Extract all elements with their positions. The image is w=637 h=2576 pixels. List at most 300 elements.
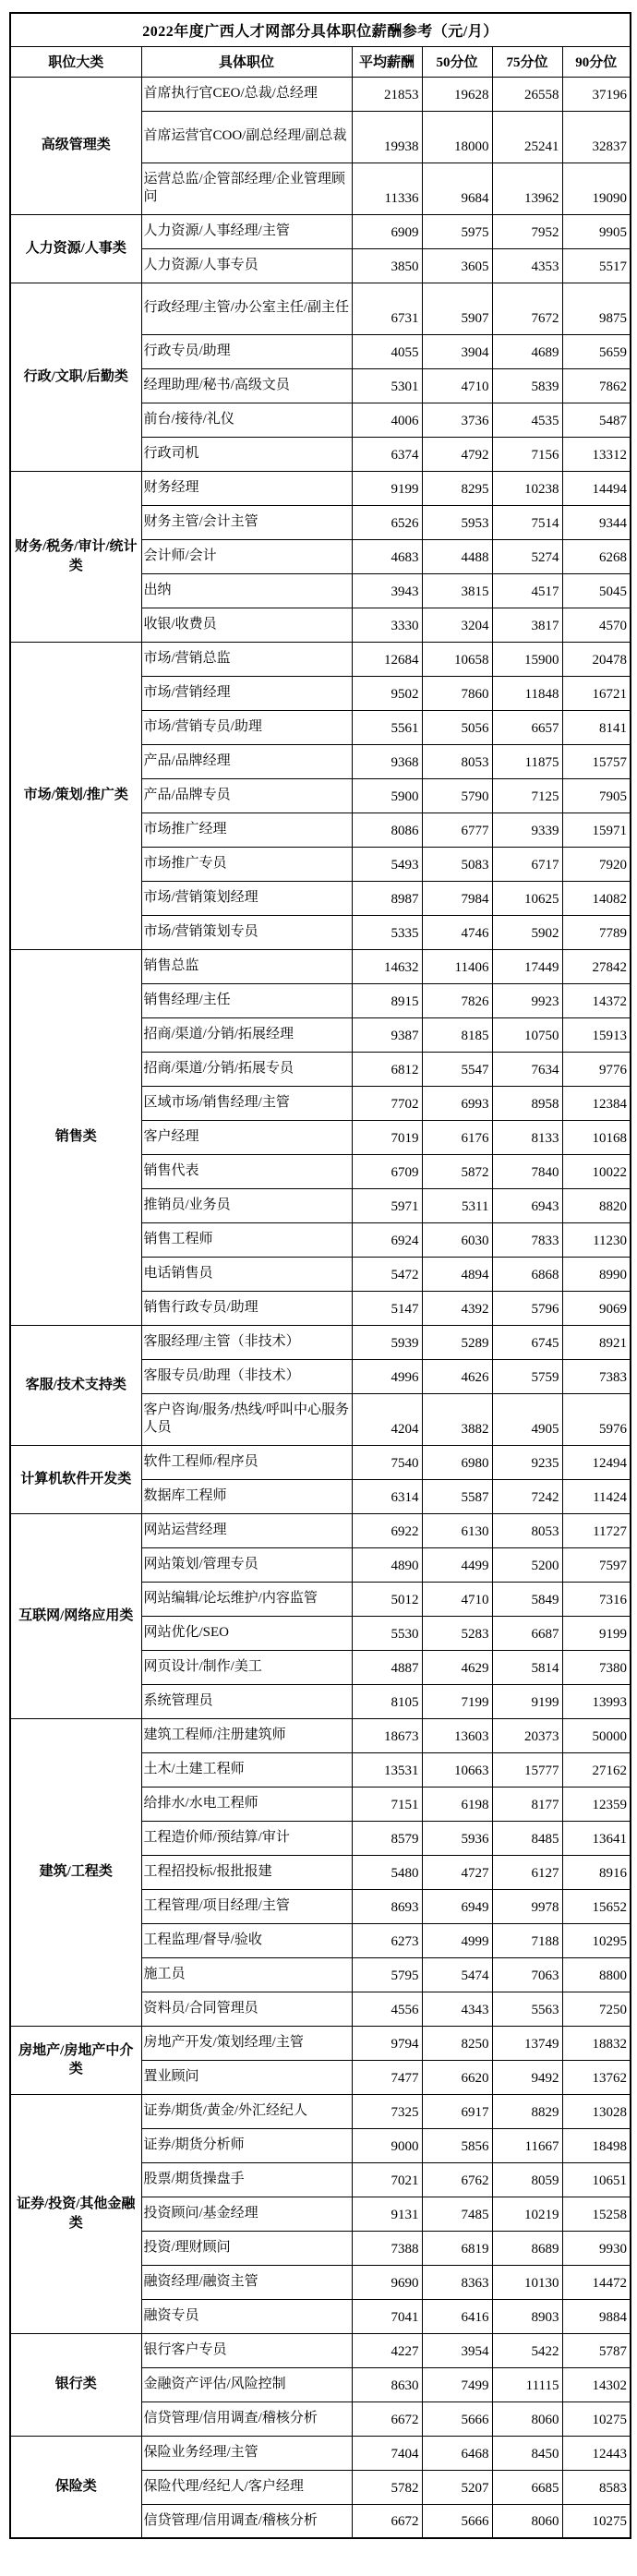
p75-percentile-cell: 7125 — [492, 778, 562, 813]
p75-percentile-cell: 5563 — [492, 1992, 562, 2026]
position-cell: 区域市场/销售经理/主管 — [141, 1086, 352, 1120]
average-salary-cell: 4890 — [352, 1547, 422, 1582]
position-cell: 网站优化/SEO — [141, 1616, 352, 1650]
position-cell: 销售经理/主任 — [141, 983, 352, 1017]
position-cell: 招商/渠道/分销/拓展经理 — [141, 1017, 352, 1052]
p50-percentile-cell: 3882 — [422, 1393, 492, 1445]
p90-percentile-cell: 8820 — [562, 1188, 631, 1222]
position-cell: 网站运营经理 — [141, 1513, 352, 1547]
p75-percentile-cell: 6943 — [492, 1188, 562, 1222]
position-cell: 产品/品牌经理 — [141, 744, 352, 778]
position-cell: 推销员/业务员 — [141, 1188, 352, 1222]
p90-percentile-cell: 15258 — [562, 2197, 631, 2231]
p90-percentile-cell: 10651 — [562, 2162, 631, 2197]
p75-percentile-cell: 7833 — [492, 1222, 562, 1257]
average-salary-cell: 6672 — [352, 2401, 422, 2436]
p75-percentile-cell: 9235 — [492, 1445, 562, 1479]
average-salary-cell: 4204 — [352, 1393, 422, 1445]
position-cell: 市场/营销策划专员 — [141, 915, 352, 949]
p90-percentile-cell: 11727 — [562, 1513, 631, 1547]
average-salary-cell: 5782 — [352, 2470, 422, 2504]
p90-percentile-cell: 6268 — [562, 539, 631, 573]
average-salary-cell: 7021 — [352, 2162, 422, 2197]
p75-percentile-cell: 7063 — [492, 1957, 562, 1992]
p75-percentile-cell: 6868 — [492, 1257, 562, 1291]
p90-percentile-cell: 15757 — [562, 744, 631, 778]
position-cell: 系统管理员 — [141, 1684, 352, 1718]
position-cell: 信贷管理/信用调查/稽核分析 — [141, 2504, 352, 2538]
average-salary-cell: 5900 — [352, 778, 422, 813]
average-salary-cell: 9387 — [352, 1017, 422, 1052]
p50-percentile-cell: 10663 — [422, 1752, 492, 1787]
p50-percentile-cell: 5289 — [422, 1325, 492, 1359]
p75-percentile-cell: 15900 — [492, 642, 562, 676]
p75-percentile-cell: 5902 — [492, 915, 562, 949]
position-cell: 给排水/水电工程师 — [141, 1787, 352, 1821]
p90-percentile-cell: 7380 — [562, 1650, 631, 1684]
table-row — [10, 2026, 631, 2060]
p50-percentile-cell: 6819 — [422, 2231, 492, 2265]
p50-percentile-cell: 8295 — [422, 471, 492, 505]
p50-percentile-cell: 7499 — [422, 2367, 492, 2401]
p50-percentile-cell: 6993 — [422, 1086, 492, 1120]
average-salary-cell: 9794 — [352, 2026, 422, 2060]
p90-percentile-cell: 5659 — [562, 334, 631, 368]
p50-percentile-cell: 4392 — [422, 1291, 492, 1325]
category-cell: 销售类 — [10, 949, 141, 1325]
average-salary-cell: 3943 — [352, 573, 422, 608]
table-row — [10, 1445, 631, 1479]
p90-percentile-cell: 11230 — [562, 1222, 631, 1257]
average-salary-cell: 14632 — [352, 949, 422, 983]
p50-percentile-cell: 6762 — [422, 2162, 492, 2197]
category-cell: 财务/税务/审计/统计类 — [10, 471, 141, 642]
average-salary-cell: 9502 — [352, 676, 422, 710]
p90-percentile-cell: 8916 — [562, 1855, 631, 1889]
p50-percentile-cell: 18000 — [422, 111, 492, 163]
table-row — [10, 642, 631, 676]
position-cell: 客服经理/主管（非技术） — [141, 1325, 352, 1359]
position-cell: 首席运营官COO/副总经理/副总裁 — [141, 111, 352, 163]
p75-percentile-cell: 6717 — [492, 847, 562, 881]
p90-percentile-cell: 10168 — [562, 1120, 631, 1154]
position-cell: 首席执行官CEO/总裁/总经理 — [141, 77, 352, 111]
p90-percentile-cell: 11424 — [562, 1479, 631, 1513]
p90-percentile-cell: 27842 — [562, 949, 631, 983]
average-salary-cell: 11336 — [352, 163, 422, 214]
p90-percentile-cell: 7920 — [562, 847, 631, 881]
p50-percentile-cell: 6130 — [422, 1513, 492, 1547]
category-cell: 建筑/工程类 — [10, 1718, 141, 2026]
average-salary-cell: 4055 — [352, 334, 422, 368]
p90-percentile-cell: 19090 — [562, 163, 631, 214]
p50-percentile-cell: 5083 — [422, 847, 492, 881]
table-row — [10, 2333, 631, 2367]
p75-percentile-cell: 8059 — [492, 2162, 562, 2197]
p90-percentile-cell: 9875 — [562, 283, 631, 334]
p75-percentile-cell: 9492 — [492, 2060, 562, 2094]
p90-percentile-cell: 14082 — [562, 881, 631, 915]
position-cell: 会计师/会计 — [141, 539, 352, 573]
table-row — [10, 471, 631, 505]
average-salary-cell: 18673 — [352, 1718, 422, 1752]
p75-percentile-cell: 4535 — [492, 403, 562, 437]
p75-percentile-cell: 9199 — [492, 1684, 562, 1718]
average-salary-cell: 8105 — [352, 1684, 422, 1718]
p75-percentile-cell: 7672 — [492, 283, 562, 334]
position-cell: 土木/土建工程师 — [141, 1752, 352, 1787]
p75-percentile-cell: 26558 — [492, 77, 562, 111]
p50-percentile-cell: 5953 — [422, 505, 492, 539]
p50-percentile-cell: 5311 — [422, 1188, 492, 1222]
average-salary-cell: 8630 — [352, 2367, 422, 2401]
position-cell: 信贷管理/信用调查/稽核分析 — [141, 2401, 352, 2436]
p50-percentile-cell: 6176 — [422, 1120, 492, 1154]
average-salary-cell: 5012 — [352, 1582, 422, 1616]
position-cell: 金融资产评估/风险控制 — [141, 2367, 352, 2401]
average-salary-cell: 5939 — [352, 1325, 422, 1359]
p50-percentile-cell: 11406 — [422, 949, 492, 983]
p50-percentile-cell: 5666 — [422, 2401, 492, 2436]
table-row — [10, 214, 631, 248]
p90-percentile-cell: 7316 — [562, 1582, 631, 1616]
p90-percentile-cell: 8583 — [562, 2470, 631, 2504]
average-salary-cell: 8915 — [352, 983, 422, 1017]
p90-percentile-cell: 10275 — [562, 2401, 631, 2436]
position-cell: 销售代表 — [141, 1154, 352, 1188]
p75-percentile-cell: 7188 — [492, 1923, 562, 1957]
p75-percentile-cell: 13749 — [492, 2026, 562, 2060]
p90-percentile-cell: 5976 — [562, 1393, 631, 1445]
p50-percentile-cell: 6777 — [422, 813, 492, 847]
average-salary-cell: 6909 — [352, 214, 422, 248]
p90-percentile-cell: 15913 — [562, 1017, 631, 1052]
p50-percentile-cell: 3815 — [422, 573, 492, 608]
p75-percentile-cell: 10625 — [492, 881, 562, 915]
p50-percentile-cell: 5283 — [422, 1616, 492, 1650]
average-salary-cell: 9199 — [352, 471, 422, 505]
p75-percentile-cell: 6657 — [492, 710, 562, 744]
position-cell: 经理助理/秘书/高级文员 — [141, 368, 352, 403]
p50-percentile-cell: 8363 — [422, 2265, 492, 2299]
p50-percentile-cell: 4792 — [422, 437, 492, 471]
p50-percentile-cell: 5547 — [422, 1052, 492, 1086]
position-cell: 建筑工程师/注册建筑师 — [141, 1718, 352, 1752]
p75-percentile-cell: 10750 — [492, 1017, 562, 1052]
p75-percentile-cell: 8177 — [492, 1787, 562, 1821]
p75-percentile-cell: 6685 — [492, 2470, 562, 2504]
category-cell: 房地产/房地产中介类 — [10, 2026, 141, 2094]
p90-percentile-cell: 10295 — [562, 1923, 631, 1957]
p75-percentile-cell: 8829 — [492, 2094, 562, 2128]
average-salary-cell: 8579 — [352, 1821, 422, 1855]
p75-percentile-cell: 6127 — [492, 1855, 562, 1889]
p90-percentile-cell: 18832 — [562, 2026, 631, 2060]
p90-percentile-cell: 7789 — [562, 915, 631, 949]
average-salary-cell: 6924 — [352, 1222, 422, 1257]
p90-percentile-cell: 8141 — [562, 710, 631, 744]
header-row — [10, 46, 631, 77]
table-title: 2022年度广西人才网部分具体职位薪酬参考（元/月） — [10, 13, 631, 46]
position-cell: 软件工程师/程序员 — [141, 1445, 352, 1479]
position-cell: 财务主管/会计主管 — [141, 505, 352, 539]
position-cell: 市场推广经理 — [141, 813, 352, 847]
p90-percentile-cell: 7862 — [562, 368, 631, 403]
p50-percentile-cell: 4629 — [422, 1650, 492, 1684]
p50-percentile-cell: 4499 — [422, 1547, 492, 1582]
p50-percentile-cell: 4999 — [422, 1923, 492, 1957]
p50-percentile-cell: 8053 — [422, 744, 492, 778]
average-salary-cell: 7477 — [352, 2060, 422, 2094]
p90-percentile-cell: 4570 — [562, 608, 631, 642]
p50-percentile-cell: 7860 — [422, 676, 492, 710]
p90-percentile-cell: 8990 — [562, 1257, 631, 1291]
p75-percentile-cell: 8053 — [492, 1513, 562, 1547]
average-salary-cell: 5971 — [352, 1188, 422, 1222]
average-salary-cell: 3850 — [352, 248, 422, 283]
category-cell: 人力资源/人事类 — [10, 214, 141, 283]
p50-percentile-cell: 5856 — [422, 2128, 492, 2162]
position-cell: 工程管理/项目经理/主管 — [141, 1889, 352, 1923]
p75-percentile-cell: 11875 — [492, 744, 562, 778]
p50-percentile-cell: 4710 — [422, 368, 492, 403]
p50-percentile-cell: 6416 — [422, 2299, 492, 2333]
p75-percentile-cell: 4517 — [492, 573, 562, 608]
p90-percentile-cell: 27162 — [562, 1752, 631, 1787]
average-salary-cell: 9690 — [352, 2265, 422, 2299]
p50-percentile-cell: 4710 — [422, 1582, 492, 1616]
position-cell: 工程招投标/报批报建 — [141, 1855, 352, 1889]
p50-percentile-cell: 3204 — [422, 608, 492, 642]
p50-percentile-cell: 4894 — [422, 1257, 492, 1291]
p90-percentile-cell: 9905 — [562, 214, 631, 248]
average-salary-cell: 5493 — [352, 847, 422, 881]
p75-percentile-cell: 4905 — [492, 1393, 562, 1445]
p50-percentile-cell: 5207 — [422, 2470, 492, 2504]
p75-percentile-cell: 7634 — [492, 1052, 562, 1086]
p90-percentile-cell: 13028 — [562, 2094, 631, 2128]
p75-percentile-cell: 25241 — [492, 111, 562, 163]
average-salary-cell: 5472 — [352, 1257, 422, 1291]
average-salary-cell: 4996 — [352, 1359, 422, 1393]
p90-percentile-cell: 12494 — [562, 1445, 631, 1479]
p75-percentile-cell: 10238 — [492, 471, 562, 505]
p75-percentile-cell: 5200 — [492, 1547, 562, 1582]
p50-percentile-cell: 3736 — [422, 403, 492, 437]
p75-percentile-cell: 11848 — [492, 676, 562, 710]
position-cell: 投资/理财顾问 — [141, 2231, 352, 2265]
p75-percentile-cell: 7514 — [492, 505, 562, 539]
p75-percentile-cell: 4689 — [492, 334, 562, 368]
p50-percentile-cell: 13603 — [422, 1718, 492, 1752]
position-cell: 前台/接待/礼仪 — [141, 403, 352, 437]
average-salary-cell: 7540 — [352, 1445, 422, 1479]
p90-percentile-cell: 14372 — [562, 983, 631, 1017]
position-cell: 保险业务经理/主管 — [141, 2436, 352, 2470]
p75-percentile-cell: 15777 — [492, 1752, 562, 1787]
p90-percentile-cell: 12443 — [562, 2436, 631, 2470]
category-cell: 证券/投资/其他金融类 — [10, 2094, 141, 2333]
table-row — [10, 949, 631, 983]
position-cell: 人力资源/人事经理/主管 — [141, 214, 352, 248]
position-cell: 市场/营销专员/助理 — [141, 710, 352, 744]
table-row — [10, 2436, 631, 2470]
p50-percentile-cell: 5907 — [422, 283, 492, 334]
salary-table-body — [10, 77, 631, 2538]
average-salary-cell: 7702 — [352, 1086, 422, 1120]
p90-percentile-cell: 7250 — [562, 1992, 631, 2026]
p75-percentile-cell: 8060 — [492, 2504, 562, 2538]
average-salary-cell: 21853 — [352, 77, 422, 111]
position-cell: 产品/品牌专员 — [141, 778, 352, 813]
p50-percentile-cell: 8250 — [422, 2026, 492, 2060]
position-cell: 运营总监/企管部经理/企业管理顾问 — [141, 163, 352, 214]
p90-percentile-cell: 37196 — [562, 77, 631, 111]
p50-percentile-cell: 6468 — [422, 2436, 492, 2470]
header-50th-percentile: 50分位 — [422, 46, 492, 77]
header-average-salary: 平均薪酬 — [352, 46, 422, 77]
category-cell: 客服/技术支持类 — [10, 1325, 141, 1445]
p75-percentile-cell: 8903 — [492, 2299, 562, 2333]
p50-percentile-cell: 6917 — [422, 2094, 492, 2128]
p90-percentile-cell: 5045 — [562, 573, 631, 608]
p50-percentile-cell: 5587 — [422, 1479, 492, 1513]
p50-percentile-cell: 5790 — [422, 778, 492, 813]
p50-percentile-cell: 4343 — [422, 1992, 492, 2026]
position-cell: 保险代理/经纪人/客户经理 — [141, 2470, 352, 2504]
average-salary-cell: 6374 — [352, 437, 422, 471]
p50-percentile-cell: 3954 — [422, 2333, 492, 2367]
p75-percentile-cell: 20373 — [492, 1718, 562, 1752]
p90-percentile-cell: 9069 — [562, 1291, 631, 1325]
p75-percentile-cell: 11115 — [492, 2367, 562, 2401]
average-salary-cell: 5795 — [352, 1957, 422, 1992]
position-cell: 市场/营销策划经理 — [141, 881, 352, 915]
p75-percentile-cell: 5849 — [492, 1582, 562, 1616]
header-position: 具体职位 — [141, 46, 352, 77]
p75-percentile-cell: 7156 — [492, 437, 562, 471]
position-cell: 工程造价师/预结算/审计 — [141, 1821, 352, 1855]
p75-percentile-cell: 5422 — [492, 2333, 562, 2367]
p90-percentile-cell: 9884 — [562, 2299, 631, 2333]
header-category: 职位大类 — [10, 46, 141, 77]
p50-percentile-cell: 5975 — [422, 214, 492, 248]
p90-percentile-cell: 14302 — [562, 2367, 631, 2401]
title-row — [10, 13, 631, 46]
p50-percentile-cell: 6030 — [422, 1222, 492, 1257]
p50-percentile-cell: 19628 — [422, 77, 492, 111]
p90-percentile-cell: 16721 — [562, 676, 631, 710]
table-row — [10, 1325, 631, 1359]
p50-percentile-cell: 6949 — [422, 1889, 492, 1923]
p75-percentile-cell: 8133 — [492, 1120, 562, 1154]
p50-percentile-cell: 5872 — [422, 1154, 492, 1188]
position-cell: 招商/渠道/分销/拓展专员 — [141, 1052, 352, 1086]
category-cell: 计算机软件开发类 — [10, 1445, 141, 1513]
position-cell: 资料员/合同管理员 — [141, 1992, 352, 2026]
p50-percentile-cell: 8185 — [422, 1017, 492, 1052]
average-salary-cell: 7041 — [352, 2299, 422, 2333]
position-cell: 工程监理/督导/验收 — [141, 1923, 352, 1957]
category-cell: 银行类 — [10, 2333, 141, 2436]
p50-percentile-cell: 4727 — [422, 1855, 492, 1889]
average-salary-cell: 4683 — [352, 539, 422, 573]
p90-percentile-cell: 9199 — [562, 1616, 631, 1650]
p50-percentile-cell: 5936 — [422, 1821, 492, 1855]
position-cell: 销售工程师 — [141, 1222, 352, 1257]
average-salary-cell: 9131 — [352, 2197, 422, 2231]
position-cell: 置业顾问 — [141, 2060, 352, 2094]
p90-percentile-cell: 18498 — [562, 2128, 631, 2162]
position-cell: 人力资源/人事专员 — [141, 248, 352, 283]
p90-percentile-cell: 14472 — [562, 2265, 631, 2299]
p50-percentile-cell: 4746 — [422, 915, 492, 949]
p90-percentile-cell: 13641 — [562, 1821, 631, 1855]
average-salary-cell: 13531 — [352, 1752, 422, 1787]
p75-percentile-cell: 5274 — [492, 539, 562, 573]
position-cell: 电话销售员 — [141, 1257, 352, 1291]
p50-percentile-cell: 3904 — [422, 334, 492, 368]
position-cell: 销售行政专员/助理 — [141, 1291, 352, 1325]
average-salary-cell: 7019 — [352, 1120, 422, 1154]
average-salary-cell: 5335 — [352, 915, 422, 949]
position-cell: 行政经理/主管/办公室主任/副主任 — [141, 283, 352, 334]
p90-percentile-cell: 15971 — [562, 813, 631, 847]
salary-table — [9, 12, 631, 2539]
table-row — [10, 77, 631, 111]
p75-percentile-cell: 13962 — [492, 163, 562, 214]
average-salary-cell: 8086 — [352, 813, 422, 847]
p50-percentile-cell: 4488 — [422, 539, 492, 573]
p90-percentile-cell: 7383 — [562, 1359, 631, 1393]
average-salary-cell: 5530 — [352, 1616, 422, 1650]
position-cell: 市场推广专员 — [141, 847, 352, 881]
average-salary-cell: 7404 — [352, 2436, 422, 2470]
average-salary-cell: 6922 — [352, 1513, 422, 1547]
p90-percentile-cell: 7597 — [562, 1547, 631, 1582]
p75-percentile-cell: 9339 — [492, 813, 562, 847]
p90-percentile-cell: 10022 — [562, 1154, 631, 1188]
p50-percentile-cell: 5666 — [422, 2504, 492, 2538]
p75-percentile-cell: 6745 — [492, 1325, 562, 1359]
average-salary-cell: 8693 — [352, 1889, 422, 1923]
position-cell: 客服专员/助理（非技术） — [141, 1359, 352, 1393]
p90-percentile-cell: 10275 — [562, 2504, 631, 2538]
average-salary-cell: 8987 — [352, 881, 422, 915]
p90-percentile-cell: 5487 — [562, 403, 631, 437]
average-salary-cell: 4556 — [352, 1992, 422, 2026]
p90-percentile-cell: 8921 — [562, 1325, 631, 1359]
p75-percentile-cell: 9923 — [492, 983, 562, 1017]
p50-percentile-cell: 5056 — [422, 710, 492, 744]
average-salary-cell: 3330 — [352, 608, 422, 642]
p75-percentile-cell: 8450 — [492, 2436, 562, 2470]
average-salary-cell: 6273 — [352, 1923, 422, 1957]
p75-percentile-cell: 5839 — [492, 368, 562, 403]
position-cell: 行政专员/助理 — [141, 334, 352, 368]
p90-percentile-cell: 20478 — [562, 642, 631, 676]
p90-percentile-cell: 9344 — [562, 505, 631, 539]
p50-percentile-cell: 9684 — [422, 163, 492, 214]
average-salary-cell: 4006 — [352, 403, 422, 437]
p90-percentile-cell: 32837 — [562, 111, 631, 163]
p75-percentile-cell: 9978 — [492, 1889, 562, 1923]
position-cell: 销售总监 — [141, 949, 352, 983]
category-cell: 互联网/网络应用类 — [10, 1513, 141, 1718]
p50-percentile-cell: 6198 — [422, 1787, 492, 1821]
p50-percentile-cell: 6620 — [422, 2060, 492, 2094]
p90-percentile-cell: 50000 — [562, 1718, 631, 1752]
